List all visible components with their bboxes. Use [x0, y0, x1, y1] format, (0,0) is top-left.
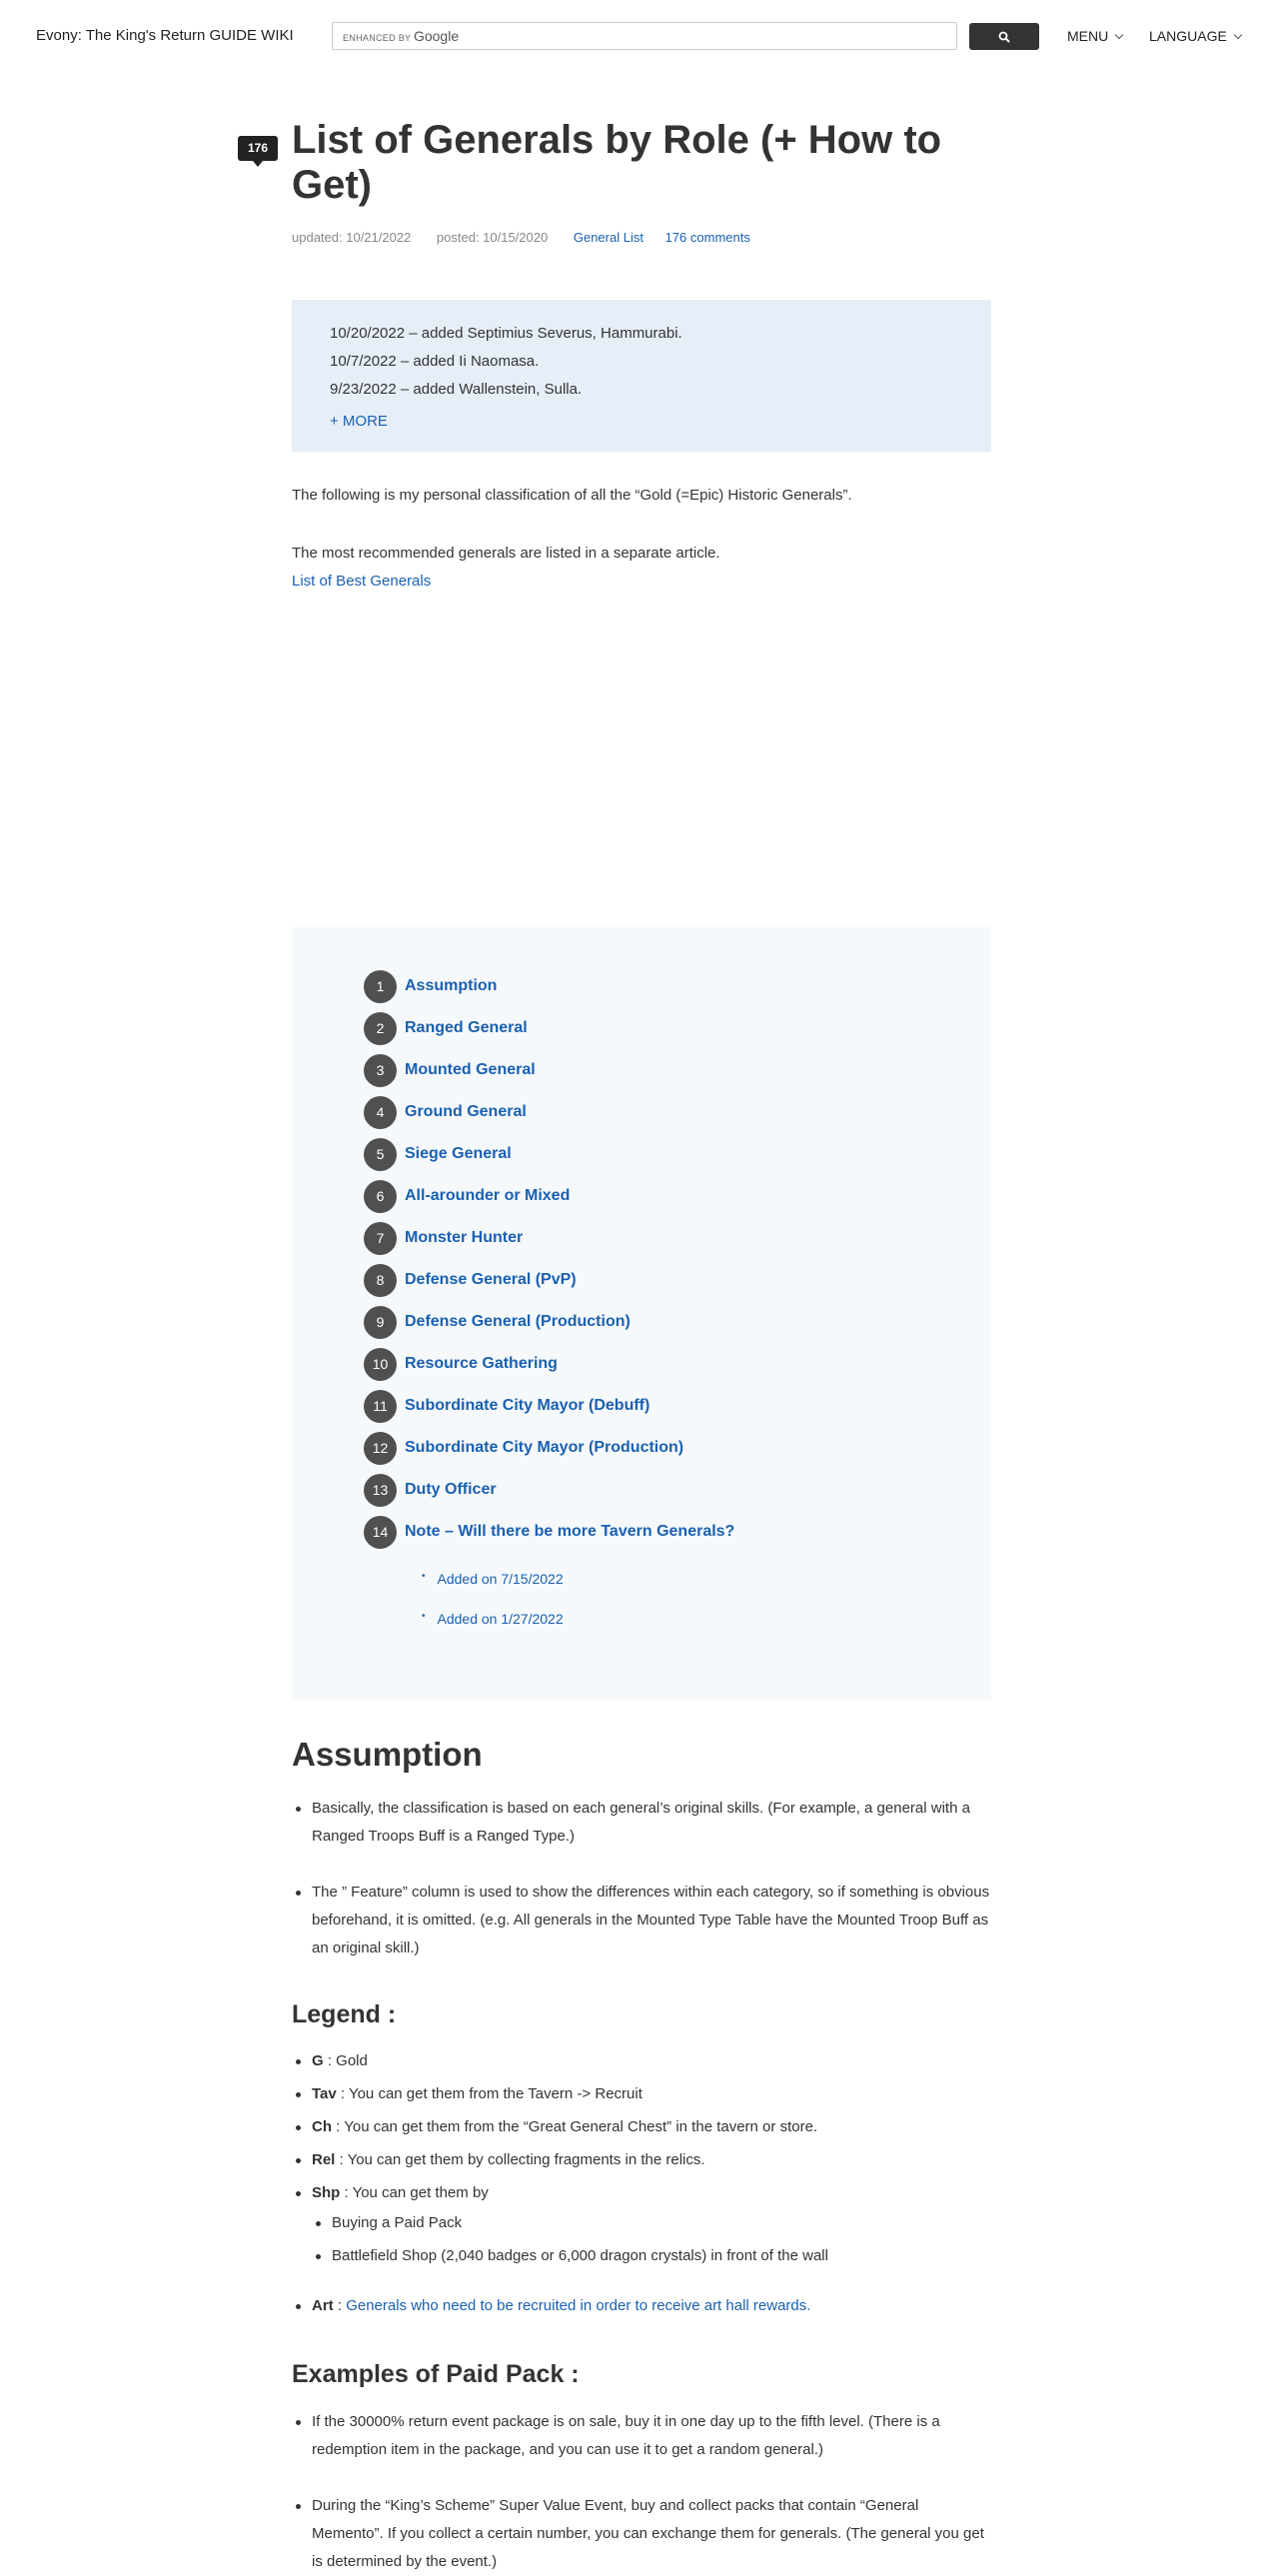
legend-item [292, 2047, 991, 2075]
bullet-icon: • [422, 1610, 426, 1622]
legend-key: Tav [312, 2085, 337, 2102]
legend-list [292, 2047, 991, 2320]
legend-item [292, 2146, 991, 2174]
toc-number: 5 [364, 1138, 397, 1171]
paid-pack-heading: Examples of Paid Pack : [292, 2360, 580, 2388]
toc-number: 7 [364, 1222, 397, 1255]
toc-item[interactable] [364, 1259, 734, 1301]
search-button[interactable] [969, 23, 1039, 50]
toc-item[interactable] [364, 1175, 734, 1217]
toc-item[interactable] [364, 1511, 734, 1553]
comments-link[interactable]: 176 comments [664, 230, 750, 245]
toc-link[interactable]: Monster Hunter [405, 1229, 524, 1246]
update-item: 10/7/2022 – added Ii Naomasa. [330, 353, 540, 370]
chevron-down-icon [1234, 31, 1242, 39]
posted-date: posted: 10/15/2020 [436, 230, 549, 245]
art-hall-link[interactable]: Generals who need to be recruited in order to receive art hall rewards. [346, 2297, 811, 2314]
toc-list [364, 965, 734, 1553]
intro-paragraph: The following is my personal classification of all the “Gold (=Epic) Historic Generals”. [292, 487, 852, 504]
toc-item[interactable] [364, 1469, 734, 1511]
toc-sub-item[interactable] [422, 1599, 564, 1639]
site-title-link[interactable]: Evony: The King's Return GUIDE WIKI [36, 27, 294, 44]
toc-number: 10 [364, 1348, 397, 1381]
assumption-list [292, 1795, 991, 1962]
toc-number: 1 [364, 970, 397, 1003]
more-updates-link[interactable]: + MORE [330, 413, 388, 430]
toc-item[interactable] [364, 1217, 734, 1259]
toc-number: 8 [364, 1264, 397, 1297]
toc-number: 6 [364, 1180, 397, 1213]
toc-link[interactable]: Duty Officer [405, 1481, 497, 1498]
toc-link[interactable]: Subordinate City Mayor (Production) [405, 1439, 684, 1456]
toc-link[interactable]: All-arounder or Mixed [405, 1187, 571, 1204]
toc-number: 13 [364, 1474, 397, 1507]
legend-item [292, 2113, 991, 2141]
toc-number: 3 [364, 1054, 397, 1087]
toc-number: 4 [364, 1096, 397, 1129]
intro-paragraph: The most recommended generals are listed in a separate article. [292, 545, 720, 562]
list-item: If the 30000% return event package is on sale, buy it in one day up to the fifth level. (There is a redemption item in the package, and you can use it to get a random general.) [292, 2408, 991, 2464]
menu-dropdown[interactable] [1067, 26, 1122, 46]
toc-item[interactable] [364, 1007, 734, 1049]
legend-item [292, 2179, 991, 2270]
list-item: During the “King’s Scheme” Super Value Event, buy and collect packs that contain “General Memento”. If you collect a certain number, you can exchange them for generals. (The general you get is determined by the event.) [292, 2492, 991, 2576]
toc-link[interactable]: Assumption [405, 977, 498, 994]
updated-date: updated: 10/21/2022 [292, 230, 412, 245]
language-label: LANGUAGE [1149, 28, 1227, 44]
toc-sub-link[interactable]: Added on 1/27/2022 [437, 1610, 564, 1627]
legend-separator: : [333, 2297, 347, 2314]
best-generals-link[interactable]: List of Best Generals [292, 573, 432, 590]
toc-number: 11 [364, 1390, 397, 1423]
toc-item[interactable] [364, 1091, 734, 1133]
site-header [0, 0, 1283, 72]
category-link[interactable]: General List [573, 230, 643, 245]
toc-link[interactable]: Ranged General [405, 1019, 528, 1036]
legend-text: : You can get them by collecting fragments in the relics. [335, 2151, 705, 2168]
toc-item[interactable] [364, 1343, 734, 1385]
legend-text: : You can get them from the Tavern -> Recruit [336, 2085, 642, 2102]
toc-link[interactable]: Defense General (Production) [405, 1313, 631, 1330]
table-of-contents [292, 927, 991, 1700]
toc-item[interactable] [364, 1301, 734, 1343]
toc-sub-list [422, 1559, 564, 1639]
search-icon [998, 31, 1010, 43]
toc-link[interactable]: Subordinate City Mayor (Debuff) [405, 1397, 650, 1414]
language-dropdown[interactable] [1149, 26, 1241, 46]
toc-link[interactable]: Ground General [405, 1103, 527, 1120]
legend-heading: Legend : [292, 2000, 397, 2028]
legend-text: : You can get them by [340, 2184, 489, 2201]
toc-number: 12 [364, 1432, 397, 1465]
toc-number: 14 [364, 1516, 397, 1549]
toc-link[interactable]: Resource Gathering [405, 1355, 558, 1372]
legend-key: G [312, 2052, 324, 2069]
search-input[interactable] [332, 22, 957, 50]
legend-sub-item: Battlefield Shop (2,040 badges or 6,000 dragon crystals) in front of the wall [312, 2242, 991, 2270]
legend-key: Art [312, 2297, 334, 2314]
search-watermark: ENHANCED BY Google [343, 28, 460, 44]
update-item: 10/20/2022 – added Septimius Severus, Hammurabi. [330, 325, 682, 342]
bullet-icon: • [422, 1570, 426, 1582]
toc-item[interactable] [364, 1133, 734, 1175]
legend-item [292, 2292, 991, 2320]
legend-text: : Gold [323, 2052, 368, 2069]
toc-item[interactable] [364, 1427, 734, 1469]
toc-item[interactable] [364, 965, 734, 1007]
toc-item[interactable] [364, 1049, 734, 1091]
update-log [292, 300, 991, 452]
legend-text: : You can get them from the “Great General Chest” in the tavern or store. [332, 2118, 818, 2135]
menu-label: MENU [1067, 28, 1109, 44]
toc-link[interactable]: Note – Will there be more Tavern Generals? [405, 1523, 735, 1540]
toc-number: 9 [364, 1306, 397, 1339]
chevron-down-icon [1115, 31, 1123, 39]
legend-key: Shp [312, 2184, 341, 2201]
paid-pack-list [292, 2408, 991, 2576]
toc-link[interactable]: Siege General [405, 1145, 512, 1162]
toc-link[interactable]: Defense General (PvP) [405, 1271, 577, 1288]
legend-sub-list [312, 2209, 991, 2270]
list-item: Basically, the classification is based on each general’s original skills. (For example, a general with a Ranged Troops Buff is a Ranged Type.) [292, 1795, 991, 1851]
page-title: List of Generals by Role (+ How to Get) [292, 118, 942, 207]
toc-number: 2 [364, 1012, 397, 1045]
toc-sub-item[interactable] [422, 1559, 564, 1599]
toc-link[interactable]: Mounted General [405, 1061, 536, 1078]
legend-key: Ch [312, 2118, 332, 2135]
update-item: 9/23/2022 – added Wallenstein, Sulla. [330, 381, 583, 398]
legend-item [292, 2080, 991, 2108]
legend-key: Rel [312, 2151, 336, 2168]
comment-count-badge[interactable]: 176 [238, 136, 278, 161]
toc-item[interactable] [364, 1385, 734, 1427]
section-heading-assumption: Assumption [292, 1736, 483, 1773]
post-meta [292, 228, 768, 248]
toc-sub-link[interactable]: Added on 7/15/2022 [437, 1570, 564, 1587]
list-item: The ” Feature” column is used to show the differences within each category, so if something is obvious beforehand, it is omitted. (e.g. All generals in the Mounted Type Table have the Mounted Troop Buff as an original skill.) [292, 1879, 991, 1962]
legend-sub-item: Buying a Paid Pack [312, 2209, 991, 2237]
